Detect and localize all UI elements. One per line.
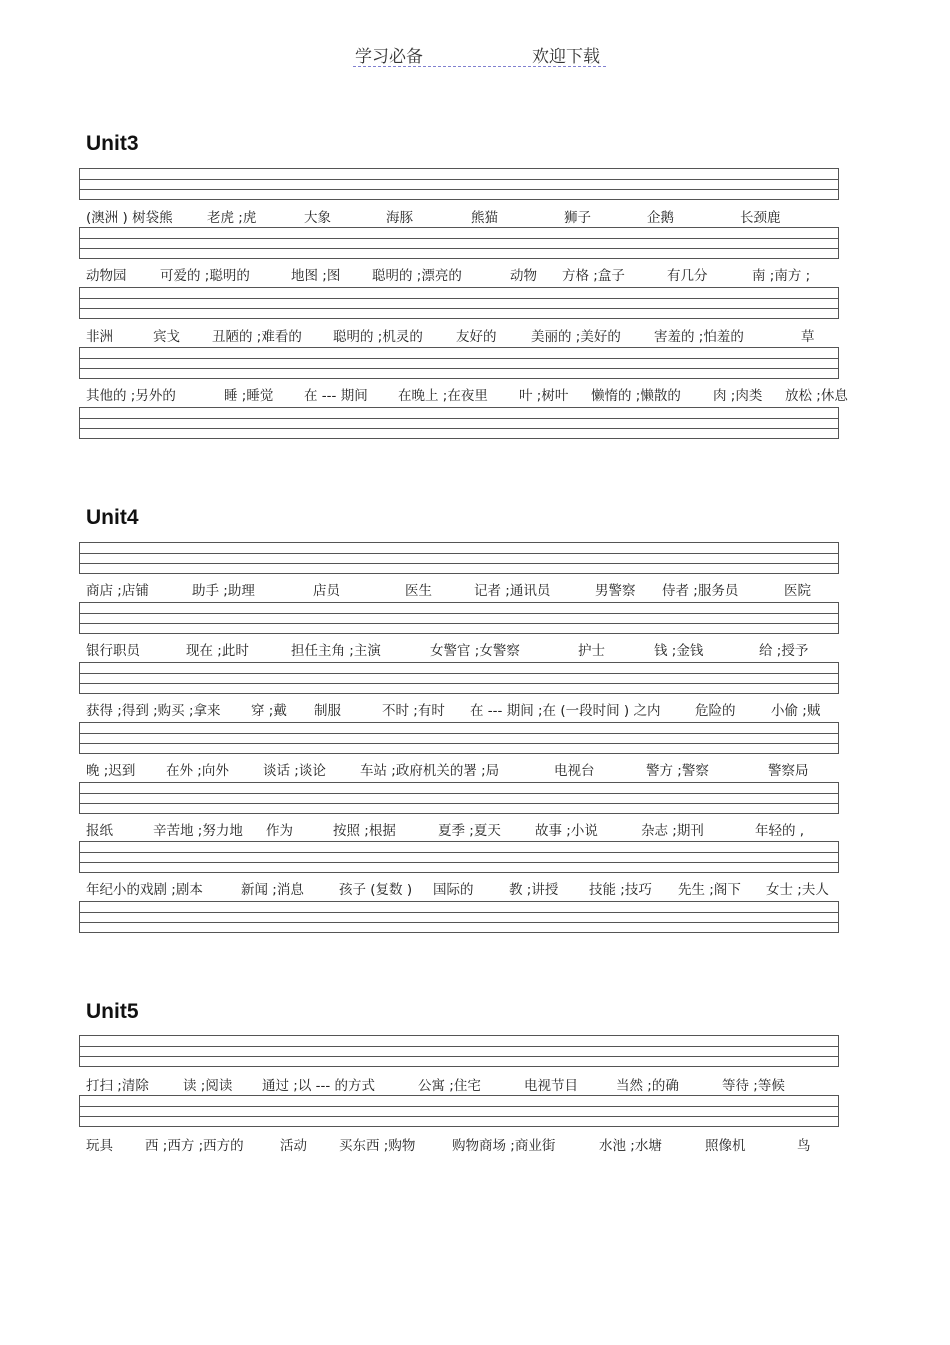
vocab-word: 穿 ;戴 (251, 703, 287, 719)
vocab-word: 狮子 (564, 210, 591, 226)
vocab-word: 商店 ;店铺 (86, 583, 149, 599)
header-left-text: 学习必备 (355, 47, 423, 67)
vocab-word: 通过 ;以 --- 的方式 (262, 1078, 376, 1094)
vocab-row (0, 819, 950, 837)
vocab-word: 女士 ;夫人 (766, 882, 829, 898)
vocab-row (0, 878, 950, 896)
page-header (353, 42, 606, 67)
vocab-word: 美丽的 ;美好的 (531, 329, 621, 345)
vocab-word: 男警察 (595, 583, 636, 599)
vocab-word: 照像机 (705, 1138, 746, 1154)
vocab-word: 长颈鹿 (740, 210, 781, 226)
vocab-word: 警方 ;警察 (646, 763, 709, 779)
vocab-word: 非洲 (86, 329, 113, 345)
vocab-word: 杂志 ;期刊 (641, 823, 704, 839)
vocab-word: 获得 ;得到 ;购买 ;拿来 (86, 703, 221, 719)
vocab-row (0, 579, 950, 597)
vocab-word: 技能 ;技巧 (589, 882, 652, 898)
vocab-word: 教 ;讲授 (509, 882, 559, 898)
writing-lines (79, 168, 839, 200)
writing-lines (79, 542, 839, 574)
vocab-word: 钱 ;金钱 (654, 643, 704, 659)
writing-lines (79, 602, 839, 634)
vocab-word: 鸟 (797, 1138, 811, 1154)
vocab-word: 先生 ;阁下 (678, 882, 741, 898)
vocab-word: 大象 (304, 210, 331, 226)
unit-title: Unit5 (86, 1000, 139, 1023)
vocab-word: 助手 ;助理 (192, 583, 255, 599)
vocab-word: 水池 ;水塘 (599, 1138, 662, 1154)
vocab-word: 电视台 (554, 763, 595, 779)
vocab-word: 在外 ;向外 (166, 763, 229, 779)
vocab-word: 海豚 (386, 210, 413, 226)
writing-lines (79, 901, 839, 933)
vocab-word: 友好的 (456, 329, 497, 345)
vocab-word: 聪明的 ;漂亮的 (372, 268, 462, 284)
vocab-word: 其他的 ;另外的 (86, 388, 176, 404)
vocab-word: 电视节目 (524, 1078, 578, 1094)
vocab-word: 危险的 (695, 703, 736, 719)
vocab-word: 侍者 ;服务员 (662, 583, 739, 599)
vocab-word: 现在 ;此时 (186, 643, 249, 659)
vocab-word: 年轻的 , (755, 823, 805, 839)
vocab-word: 熊猫 (471, 210, 498, 226)
vocab-word: 医院 (784, 583, 811, 599)
vocab-word: 车站 ;政府机关的署 ;局 (360, 763, 500, 779)
vocab-row (0, 1074, 950, 1092)
unit-title: Unit4 (86, 506, 139, 529)
vocab-word: 国际的 (433, 882, 474, 898)
vocab-word: 按照 ;根据 (333, 823, 396, 839)
vocab-word: 地图 ;图 (291, 268, 341, 284)
vocab-word: 报纸 (86, 823, 113, 839)
vocab-word: 丑陋的 ;难看的 (212, 329, 302, 345)
vocab-word: 企鹅 (647, 210, 674, 226)
vocab-word: 可爱的 ;聪明的 (160, 268, 250, 284)
vocab-word: 小偷 ;贼 (771, 703, 821, 719)
vocab-word: 制服 (314, 703, 341, 719)
vocab-word: 店员 (313, 583, 340, 599)
vocab-word: 记者 ;通讯员 (474, 583, 551, 599)
vocab-word: 在 --- 期间 ;在 (一段时间 ) 之内 (470, 703, 661, 719)
writing-lines (79, 841, 839, 873)
writing-lines (79, 1035, 839, 1067)
vocab-word: 护士 (578, 643, 605, 659)
vocab-word: 作为 (266, 823, 293, 839)
vocab-word: 动物 (510, 268, 537, 284)
vocab-word: 玩具 (86, 1138, 113, 1154)
writing-lines (79, 722, 839, 754)
vocab-row (0, 759, 950, 777)
vocab-row (0, 206, 950, 224)
vocab-word: 年纪小的戏剧 ;剧本 (86, 882, 203, 898)
writing-lines (79, 1095, 839, 1127)
vocab-row (0, 639, 950, 657)
vocab-word: 懒惰的 ;懒散的 (591, 388, 681, 404)
vocab-row (0, 264, 950, 282)
vocab-word: 睡 ;睡觉 (224, 388, 274, 404)
vocab-word: 活动 (280, 1138, 307, 1154)
vocab-word: 老虎 ;虎 (207, 210, 257, 226)
vocab-word: 在晚上 ;在夜里 (398, 388, 488, 404)
vocab-word: 给 ;授予 (759, 643, 809, 659)
vocab-word: 晚 ;迟到 (86, 763, 136, 779)
vocab-word: 警察局 (768, 763, 809, 779)
vocab-word: 公寓 ;住宅 (418, 1078, 481, 1094)
vocab-row (0, 1134, 950, 1152)
vocab-word: 辛苦地 ;努力地 (153, 823, 243, 839)
writing-lines (79, 407, 839, 439)
vocab-word: 西 ;西方 ;西方的 (145, 1138, 244, 1154)
vocab-word: 故事 ;小说 (535, 823, 598, 839)
vocab-word: 聪明的 ;机灵的 (333, 329, 423, 345)
vocab-word: 夏季 ;夏天 (438, 823, 501, 839)
vocab-word: 动物园 (86, 268, 127, 284)
vocab-row (0, 325, 950, 343)
writing-lines (79, 347, 839, 379)
header-right-text: 欢迎下载 (532, 47, 600, 67)
vocab-word: (澳洲 ) 树袋熊 (86, 210, 173, 226)
vocab-word: 购物商场 ;商业街 (452, 1138, 556, 1154)
vocab-word: 孩子 (复数 ) (339, 882, 413, 898)
vocab-word: 南 ;南方 ; (752, 268, 811, 284)
vocab-word: 谈话 ;谈论 (263, 763, 326, 779)
vocab-word: 方格 ;盒子 (562, 268, 625, 284)
vocab-row (0, 699, 950, 717)
vocab-word: 在 --- 期间 (304, 388, 368, 404)
vocab-word: 当然 ;的确 (616, 1078, 679, 1094)
vocab-word: 女警官 ;女警察 (430, 643, 520, 659)
writing-lines (79, 662, 839, 694)
vocab-word: 叶 ;树叶 (519, 388, 569, 404)
vocab-word: 放松 ;休息 (785, 388, 848, 404)
vocab-word: 害羞的 ;怕羞的 (654, 329, 744, 345)
vocab-word: 担任主角 ;主演 (291, 643, 381, 659)
vocab-word: 新闻 ;消息 (241, 882, 304, 898)
vocab-word: 宾戈 (153, 329, 180, 345)
vocab-word: 银行职员 (86, 643, 140, 659)
vocab-word: 不时 ;有时 (382, 703, 445, 719)
vocab-word: 读 ;阅读 (183, 1078, 233, 1094)
vocab-word: 草 (801, 329, 815, 345)
vocab-word: 打扫 ;清除 (86, 1078, 149, 1094)
writing-lines (79, 287, 839, 319)
unit-title: Unit3 (86, 132, 139, 155)
vocab-word: 医生 (405, 583, 432, 599)
writing-lines (79, 227, 839, 259)
vocab-row (0, 384, 950, 402)
vocab-word: 肉 ;肉类 (713, 388, 763, 404)
writing-lines (79, 782, 839, 814)
vocab-word: 买东西 ;购物 (339, 1138, 416, 1154)
vocab-word: 有几分 (667, 268, 708, 284)
vocab-word: 等待 ;等候 (722, 1078, 785, 1094)
